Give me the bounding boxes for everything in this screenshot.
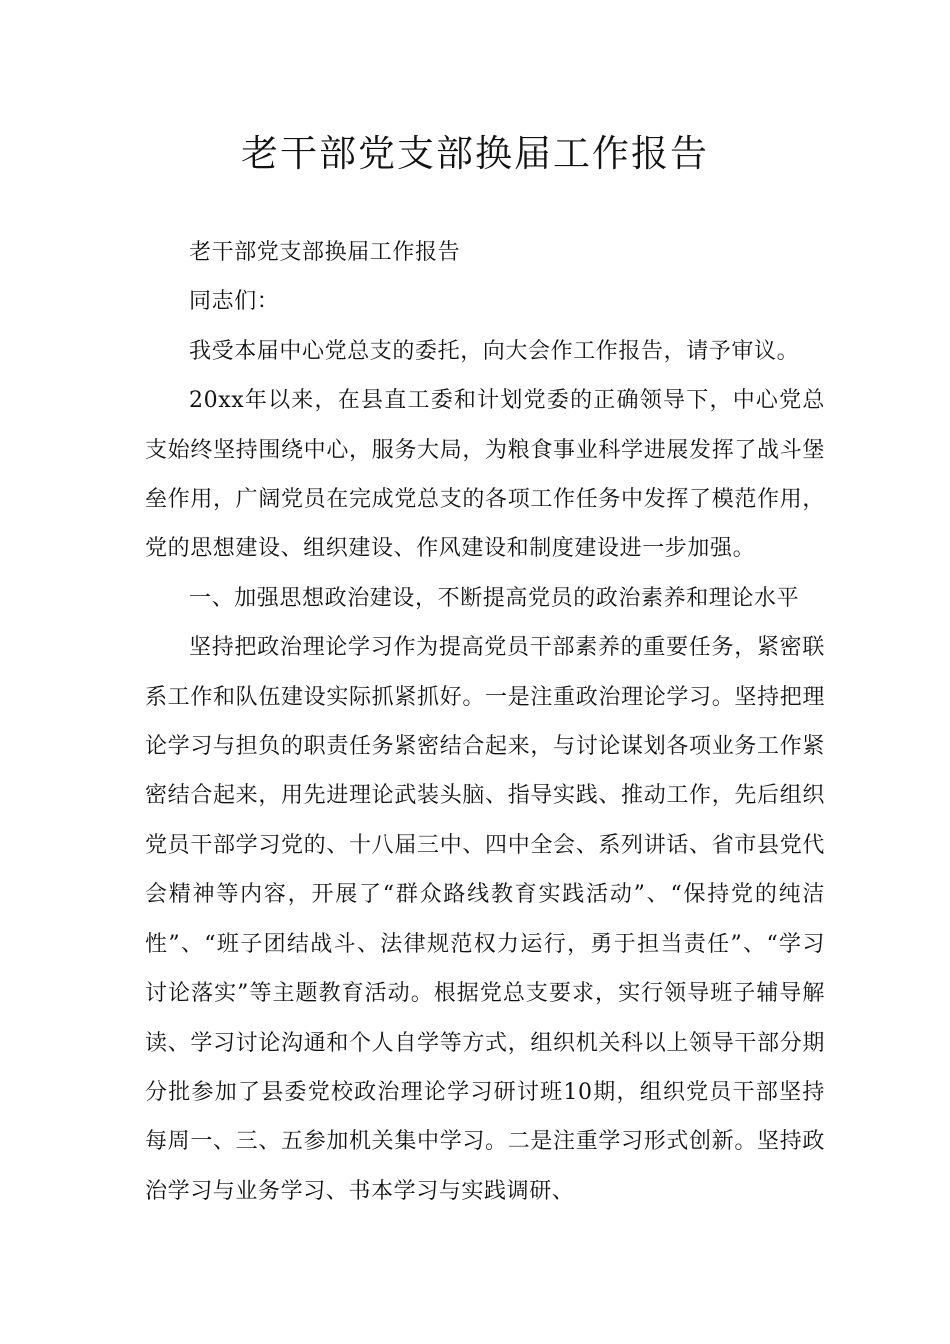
section-heading-1: 一、加强思想政治建设，不断提高党员的政治素养和理论水平	[189, 585, 800, 611]
paragraph-salutation: 同志们：	[189, 289, 280, 315]
document-title: 老干部党支部换届工作报告	[241, 132, 709, 175]
document-body	[145, 228, 825, 1216]
paragraph-summary: 20xx年以来，在县直工委和计划党委的正确领导下，中心党总支始终坚持围绕中心，服务大局，为粮食事业科学进展发挥了战斗堡垒作用，广阔党员在完成党总支的各项工作任务中发挥了模范作用，党的思想建设、组织建设、作风建设和制度建设进一步加强。	[145, 388, 825, 562]
paragraph-intro: 我受本届中心党总支的委托，向大会作工作报告，请予审议。	[189, 338, 800, 364]
paragraph-subtitle: 老干部党支部换届工作报告	[189, 240, 461, 265]
paragraph-section-1: 坚持把政治理论学习作为提高党员干部素养的重要任务，紧密联系工作和队伍建设实际抓紧抓好。一是注重政治理论学习。坚持把理论学习与担负的职责任务紧密结合起来，与讨论谋划各项业务工作紧密结合起来，用先进理论武装头脑、指导实践、推动工作，先后组织党员干部学习党的、十八届三中、四中全会、系列讲话、省市县党代会精神等内容，开展了“群众路线教育实践活动”、“保持党的纯洁性”、“班子团结战斗、法律规范权力运行，勇于担当责任”、“学习讨论落实”等主题教育活动。根据党总支要求，实行领导班子辅导解读、学习讨论沟通和个人自学等方式，组织机关科以上领导干部分期分批参加了县委党校政治理论学习研讨班10期，组织党员干部坚持每周一、三、五参加机关集中学习。二是注重学习形式创新。坚持政治学习与业务学习、书本学习与实践调研、	[145, 635, 825, 1204]
